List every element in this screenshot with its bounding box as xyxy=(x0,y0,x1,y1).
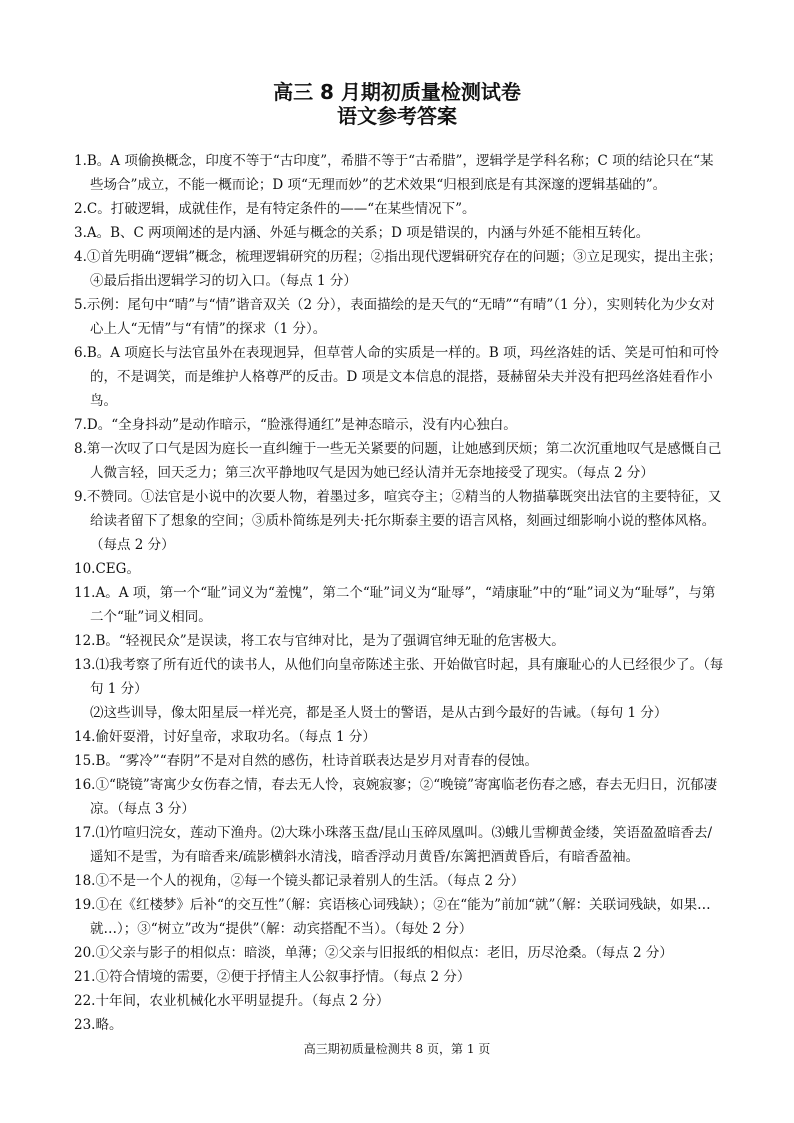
answer-item: 4.①首先明确“逻辑”概念，梳理逻辑研究的历程；②指出现代逻辑研究存在的问题；③立足现实，提出主张；④最后指出逻辑学习的切入口。（每点 1 分） xyxy=(74,249,722,289)
exam-subtitle: 语文参考答案 xyxy=(337,104,457,128)
answer-item: 19.①在《红楼梦》后补“的交互性”（解：宾语核心词残缺）；②在“能为”前加“就”（解：关联词残缺，如果…就…）；③“树立”改为“提供”（解：动宾搭配不当）。（每处 2 分） xyxy=(74,897,711,937)
answer-item: 9.不赞同。①法官是小说中的次要人物，着墨过多，喧宾夺主；②精当的人物描摹既突出法官的主要特征，又给读者留下了想象的空间；③质朴简练是列夫·托尔斯泰主要的语言风格，刻画过细影响小说的整体风格。（每点 2 分） xyxy=(74,489,722,553)
answer-item: 14.偷奸耍滑，讨好皇帝，求取功名。（每点 1 分） xyxy=(74,729,376,745)
answer-item: 21.①符合情境的需要，②便于抒情主人公叙事抒情。（每点 2 分） xyxy=(74,969,471,985)
answer-item: 17.⑴竹喧归浣女，莲动下渔舟。⑵大珠小珠落玉盘/昆山玉碎凤凰叫。⑶蛾儿雪柳黄金缕，笑语盈盈暗香去/遥知不是雪，为有暗香来/疏影横斜水清浅，暗香浮动月黄昏/东篱把酒黄昏后，有暗香盈袖。 xyxy=(74,825,713,865)
exam-title: 高三 8 月期初质量检测试卷 xyxy=(273,80,521,104)
answer-subitem: ⑵这些训导，像太阳星辰一样光亮，都是圣人贤士的警语，是从古到今最好的告诫。（每句 1 分） xyxy=(90,705,668,721)
answer-item: 13.⑴我考察了所有近代的读书人，从他们向皇帝陈述主张、开始做官时起，具有廉耻心的人已经很少了。（每句 1 分） xyxy=(74,657,724,697)
answer-item: 7.D。“全身抖动”是动作暗示，“脸涨得通红”是神态暗示，没有内心独白。 xyxy=(74,417,517,433)
page-footer: 高三期初质量检测共 8 页，第 1 页 xyxy=(303,1042,491,1056)
answer-item: 5.示例：尾句中“晴”与“情”谐音双关（2 分），表面描绘的是天气的“无晴”“有晴”（1 分），实则转化为少女对心上人“无情”与“有情”的探求（1 分）。 xyxy=(74,297,715,337)
answer-item: 6.B。A 项庭长与法官虽外在表现迥异，但草菅人命的实质是一样的。B 项，玛丝洛娃的话、笑是可怕和可怜的，不是调笑，而是维护人格尊严的反击。D 项是文本信息的混搭，聂赫留朵夫并没有把玛丝洛娃看作小鸟。 xyxy=(74,345,720,409)
answer-item: 1.B。A 项偷换概念，印度不等于“古印度”，希腊不等于“古希腊”，逻辑学是学科名称；C 项的结论只在“某些场合”成立，不能一概而论；D 项“无理而妙”的艺术效果“归根到底是有其深邃的逻辑基础的”。 xyxy=(74,153,714,193)
answer-item: 20.①父亲与影子的相似点：暗淡，单薄；②父亲与旧报纸的相似点：老旧，历尽沧桑。（每点 2 分） xyxy=(74,945,673,961)
answer-item: 23.略。 xyxy=(74,1017,123,1033)
answer-item: 22.十年间，农业机械化水平明显提升。（每点 2 分） xyxy=(74,993,390,1009)
answer-item: 3.A。B、C 两项阐述的是内涵、外延与概念的关系；D 项是错误的，内涵与外延不能相互转化。 xyxy=(74,225,650,241)
answer-item: 10.CEG。 xyxy=(74,561,140,577)
answer-list xyxy=(74,149,724,1037)
answer-item: 2.C。打破逻辑，成就佳作，是有特定条件的——“在某些情况下”。 xyxy=(74,201,476,217)
answer-item: 11.A。A 项，第一个“耻”词义为“羞愧”，第二个“耻”词义为“耻辱”，“靖康耻”中的“耻”词义为“耻辱”，与第二个“耻”词义相同。 xyxy=(74,585,716,625)
answer-item: 18.①不是一个人的视角，②每一个镜头都记录着别人的生活。（每点 2 分） xyxy=(74,873,525,889)
answer-item: 15.B。“雾冷”“春阴”不是对自然的感伤，杜诗首联表达是岁月对青春的侵蚀。 xyxy=(74,753,538,769)
answer-item: 16.①“晓镜”寄寓少女伤春之情，春去无人怜，哀婉寂寥；②“晚镜”寄寓临老伤春之感，春去无归日，沉郁凄凉。（每点 3 分） xyxy=(74,777,718,817)
answer-item: 8.第一次叹了口气是因为庭长一直纠缠于一些无关紧要的问题，让她感到厌烦；第二次沉重地叹气是感慨自己人微言轻，回天乏力；第三次平静地叹气是因为她已经认清并无奈地接受了现实。（每点 2 分） xyxy=(74,441,722,481)
answer-item: 12.B。“轻视民众”是误读，将工农与官绅对比，是为了强调官绅无耻的危害极大。 xyxy=(74,633,565,649)
